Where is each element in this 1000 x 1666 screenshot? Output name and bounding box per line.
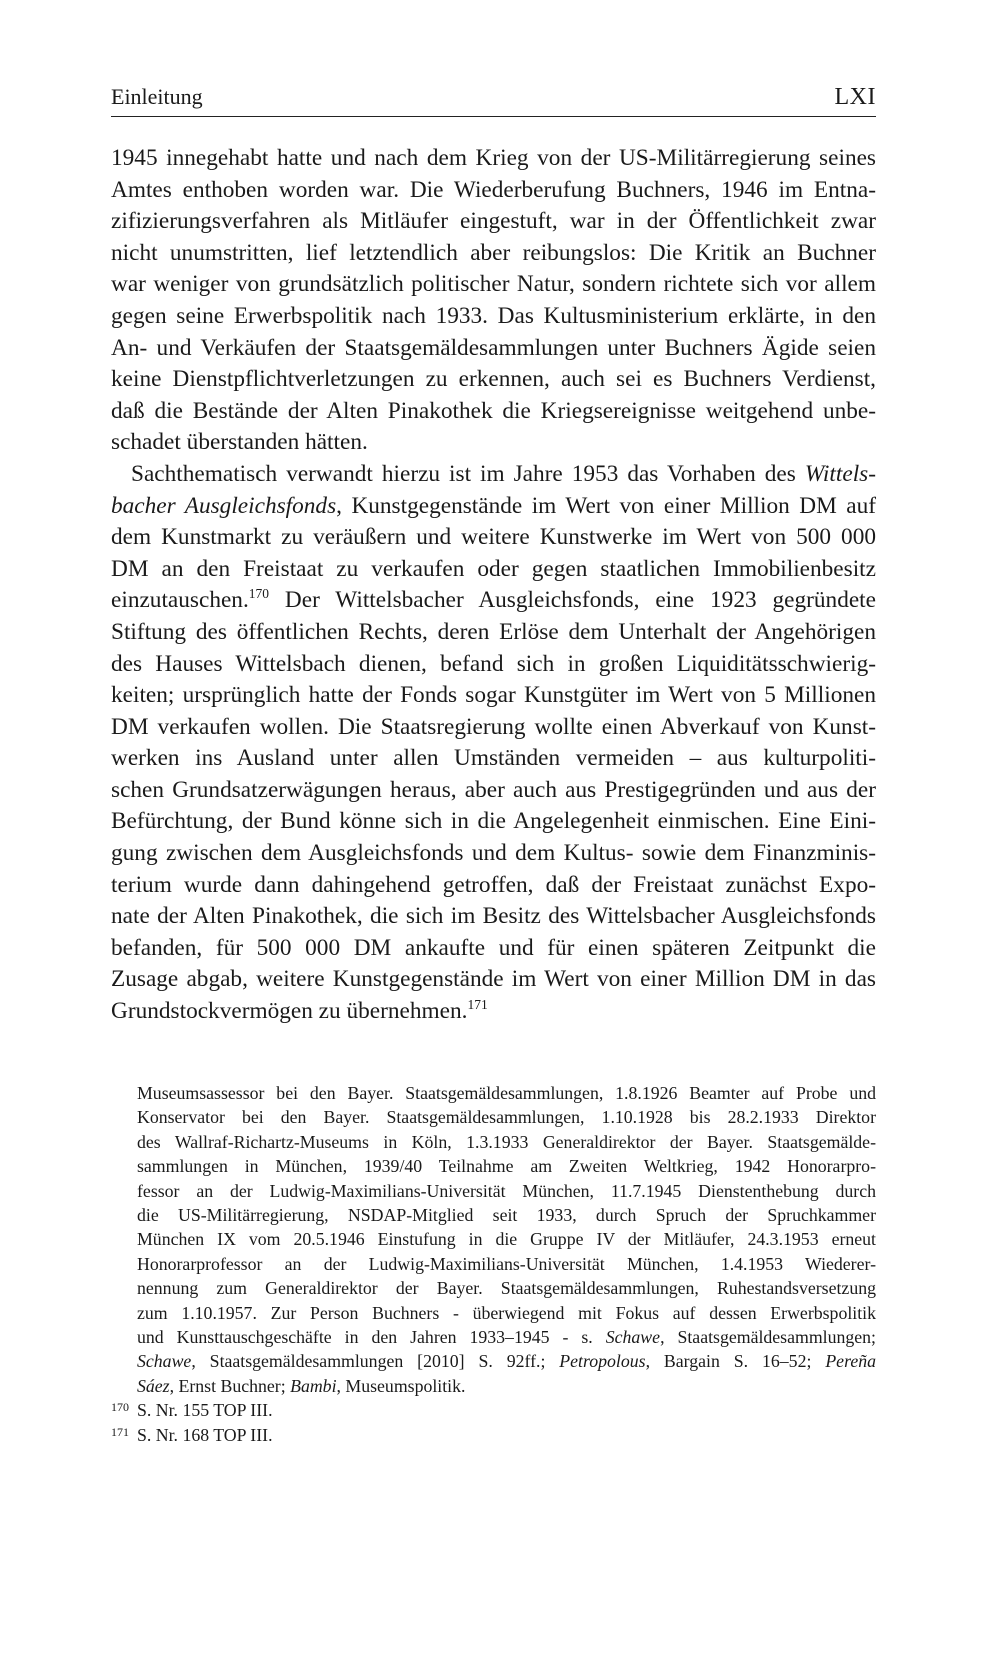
text-line [111, 996, 876, 1028]
text-line: keiten; ursprünglich hatte der Fonds sogar Kunstgüter im Wert von 5 Millionen [111, 682, 876, 709]
text-run: , Museumspolitik. [336, 1375, 466, 1396]
footnote-line: Museumsassessor bei den Bayer. Staatsgemäldesammlungen, 1.8.1926 Beamter auf Probe und [137, 1083, 876, 1103]
text-line: gung zwischen dem Ausgleichsfonds und dem Kultus- sowie dem Finanzminis- [111, 840, 876, 867]
italic-run: bacher Ausgleichsfonds [111, 492, 337, 519]
text-line: terium wurde dann dahingehend getroffen, daß der Freistaat zunächst Expo- [111, 871, 876, 898]
main-text [111, 143, 876, 1028]
text-line: zifizierungsverfahren als Mitläufer eingestuft, war in der Öffentlichkeit zwar [111, 208, 876, 235]
text-run: einzutauschen. [111, 587, 249, 614]
footnote-ref-170[interactable]: 170 [248, 586, 270, 602]
section-title: Einleitung [111, 84, 203, 109]
footnote-ref-171[interactable]: 171 [467, 997, 488, 1013]
footnote-line: fessor an der Ludwig-Maximilians-Universität München, 11.7.1945 Dienstenthebung durch [137, 1180, 876, 1201]
italic-run: Schawe [137, 1351, 192, 1372]
footnote-line: des Wallraf-Richartz-Museums in Köln, 1.3.1933 Generaldirektor der Bayer. Staatsgemälde- [137, 1131, 876, 1152]
text-line: DM verkaufen wollen. Die Staatsregierung wollte einen Abverkauf von Kunst- [111, 713, 876, 740]
italic-run: Petropolous [559, 1351, 646, 1372]
text-line: Zusage abgab, weitere Kunstgegenstände im Wert von einer Million DM in das [111, 966, 876, 993]
footnote-line [137, 1349, 876, 1373]
text-line: nate der Alten Pinakothek, die sich im Besitz des Wittelsbacher Ausgleichsfonds [111, 903, 876, 930]
paragraph-1 [111, 143, 876, 459]
footnote-line: die US-Militärregierung, NSDAP-Mitglied seit 1933, durch Spruch der Spruchkammer [137, 1205, 876, 1226]
text-line: dem Kunstmarkt zu veräußern und weitere Kunstwerke im Wert von 500 000 [111, 524, 876, 551]
italic-run: Schawe [605, 1327, 661, 1348]
italic-run: Wittels- [804, 460, 876, 487]
footnote-line: Konservator bei den Bayer. Staatsgemäldesammlungen, 1.10.1928 bis 28.2.1933 Direktor [137, 1107, 876, 1128]
footnote-line [137, 1374, 876, 1398]
text-line: gegen seine Erwerbspolitik nach 1933. Das Kultusministerium erklärte, in den [111, 302, 876, 329]
paragraph-2 [111, 459, 876, 1028]
text-line: schen Grundsatzerwägungen heraus, aber auch aus Prestigegründen und aus der [111, 776, 876, 803]
text-line: befanden, für 500 000 DM ankaufte und für einen späteren Zeitpunkt die [111, 934, 876, 961]
text-line: daß die Bestände der Alten Pinakothek die Kriegsereignisse weitgehend unbe- [111, 397, 876, 424]
text-run: Der Wittelsbacher Ausgleichsfonds, eine 1923 gegründete [269, 587, 876, 614]
footnotes [111, 1081, 876, 1447]
text-line [111, 459, 876, 491]
footnote-169-continuation [111, 1081, 876, 1398]
italic-run: Sáez [137, 1375, 170, 1396]
text-line: nicht unumstritten, lief letztendlich aber reibungslos: Die Kritik an Buchner [111, 239, 876, 266]
text-run: , Staatsgemäldesammlungen [2010] S. 92ff.; [191, 1351, 560, 1372]
text-line: An- und Verkäufen der Staatsgemäldesammlungen unter Buchners Ägide seien [111, 334, 876, 361]
text-line [111, 585, 876, 617]
page-number: LXI [834, 84, 876, 110]
text-line: 1945 innegehabt hatte und nach dem Krieg von der US-Militärregierung seines [111, 145, 876, 171]
footnote-line: Honorarprofessor an der Ludwig-Maximilians-Universität München, 1.4.1953 Wiederer- [137, 1253, 876, 1274]
footnote-line: München IX vom 20.5.1946 Einstufung in die Gruppe IV der Mitläufer, 24.3.1953 erneut [137, 1229, 876, 1250]
text-run: und Kunsttauschgeschäfte in den Jahren 1933–1945 - s. [137, 1327, 606, 1348]
text-run: Grundstockvermögen zu übernehmen. [111, 998, 468, 1025]
footnote-171: 171 S. Nr. 168 TOP III. [111, 1424, 273, 1445]
text-run: , Kunstgegenstände im Wert von einer Million DM auf [336, 492, 877, 519]
running-header [111, 84, 876, 117]
footnote-line: nennung zum Generaldirektor der Bayer. Staatsgemäldesammlungen, Ruhestandsversetzung [137, 1278, 876, 1299]
footnote-170: 170 S. Nr. 155 TOP III. [111, 1400, 273, 1421]
footnote-text: S. Nr. 168 TOP III. [137, 1424, 273, 1445]
text-run: , Staatsgemäldesammlungen; [660, 1327, 876, 1348]
text-line: war weniger von grundsätzlich politischer Natur, sondern richtete sich vor allem [111, 271, 876, 298]
text-run: , Ernst Buchner; [169, 1375, 291, 1396]
text-line: des Hauses Wittelsbach dienen, befand sich in großen Liquiditätsschwierig- [111, 650, 876, 677]
footnote-line: sammlungen in München, 1939/40 Teilnahme am Zweiten Weltkrieg, 1942 Honorarpro- [137, 1156, 876, 1177]
text-line: Befürchtung, der Bund könne sich in die Angelegenheit einmischen. Eine Eini- [111, 808, 876, 835]
footnote-line [137, 1325, 876, 1349]
text-line: werken ins Ausland unter allen Umständen vermeiden – aus kulturpoliti- [111, 745, 876, 772]
italic-run: Bambi [290, 1375, 337, 1396]
footnote-line: zum 1.10.1957. Zur Person Buchners - überwiegend mit Fokus auf dessen Erwerbspolitik [137, 1302, 876, 1323]
italic-run: Pereña [825, 1351, 876, 1372]
text-line: Amtes enthoben worden war. Die Wiederberufung Buchners, 1946 im Entna- [111, 176, 876, 203]
text-run: , Bargain S. 16–52; [645, 1351, 826, 1372]
text-line: DM an den Freistaat zu verkaufen oder gegen staatlichen Immobilienbesitz [111, 555, 876, 582]
text-line: keine Dienstpflichtverletzungen zu erkennen, auch sei es Buchners Verdienst, [111, 366, 876, 393]
footnote-text: S. Nr. 155 TOP III. [137, 1400, 273, 1421]
text-line [111, 491, 876, 523]
text-line: schadet überstanden hätten. [111, 429, 368, 456]
text-line: Stiftung des öffentlichen Rechts, deren Erlöse dem Unterhalt der Angehörigen [111, 618, 876, 645]
text-run: Sachthematisch verwandt hierzu ist im Jahre 1953 das Vorhaben des [131, 460, 805, 487]
